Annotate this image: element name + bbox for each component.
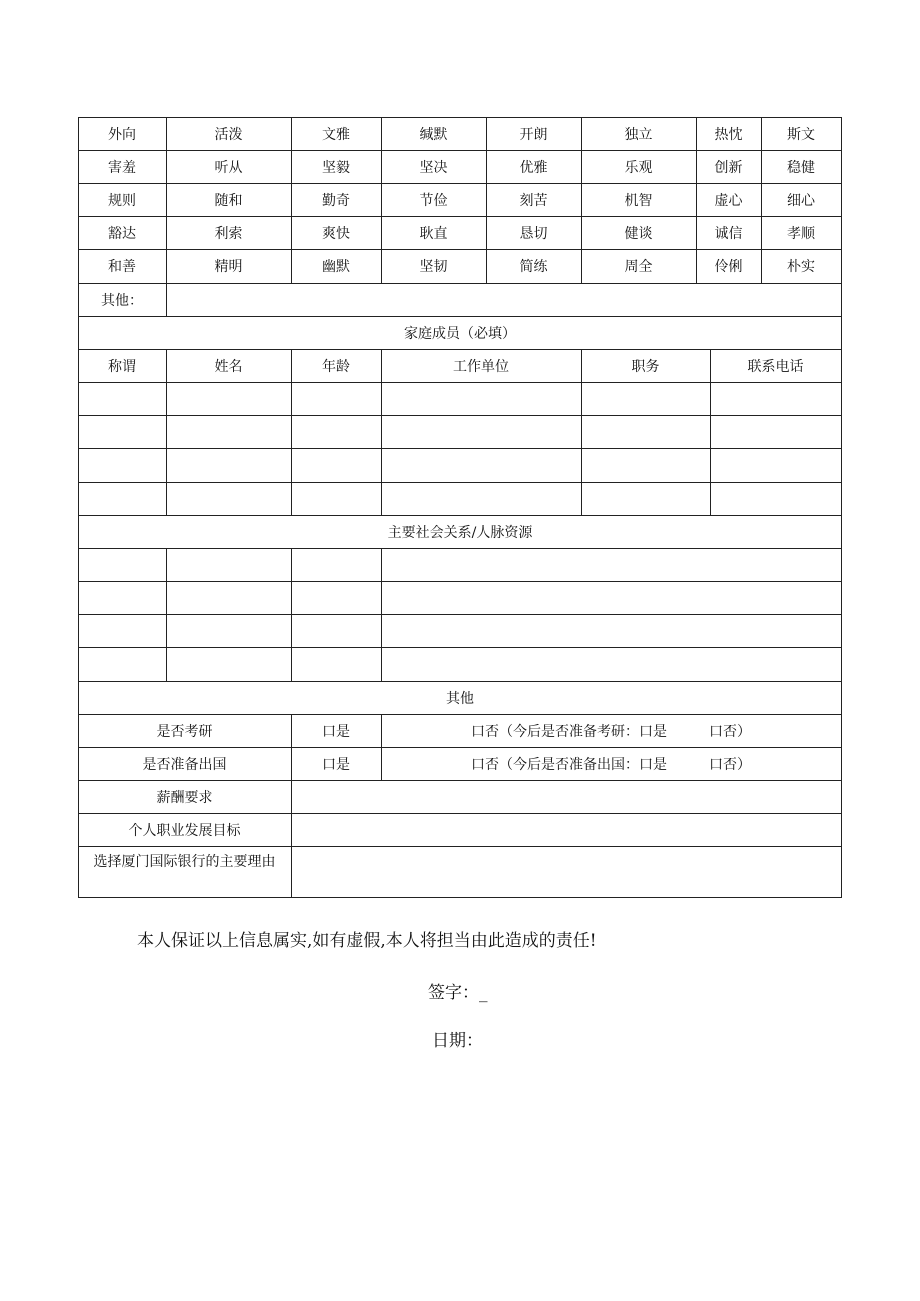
trait-cell: 耿直 [419,225,448,242]
column-header: 姓名 [214,358,243,375]
trait-cell: 利索 [214,225,243,242]
career-goal-input[interactable] [292,814,841,846]
career-goal-label: 个人职业发展目标 [128,822,241,839]
trait-cell: 害羞 [108,159,136,176]
reason-label: 选择厦门国际银行的主要理由 [93,854,276,870]
trait-cell: 稳健 [787,159,815,176]
trait-cell: 热忱 [714,126,743,143]
others-section-title: 其他 [446,690,474,707]
trait-cell: 和善 [108,259,136,275]
trait-cell: 精明 [214,259,243,275]
trait-cell: 开朗 [519,126,548,143]
signature-field[interactable]: 签字：_ [428,983,488,1003]
trait-cell: 健谈 [624,225,653,242]
trait-cell: 缄默 [419,126,448,143]
trait-cell: 优雅 [519,159,548,176]
trait-cell: 坚毅 [322,159,350,176]
trait-cell: 幽默 [322,259,350,275]
other-input[interactable] [167,284,841,316]
trait-cell: 豁达 [108,225,136,242]
chuguo-yes-option[interactable]: 口是 [322,756,350,773]
kaoyan-yes-option[interactable]: 口是 [322,723,350,740]
chuguo-label: 是否准备出国 [142,756,227,773]
column-header: 工作单位 [453,358,509,375]
family-entry-rows[interactable] [79,383,841,514]
chuguo-no-option[interactable]: 口否（今后是否准备出国：口是 口否） [471,756,751,773]
trait-cell: 随和 [214,192,243,209]
trait-cell: 外向 [108,126,136,143]
trait-cell: 爽快 [322,225,350,242]
kaoyan-no-option[interactable]: 口否（今后是否准备考研：口是 口否） [471,723,751,740]
trait-cell: 节俭 [419,192,448,209]
trait-cell: 周全 [624,259,653,275]
trait-cell: 创新 [714,159,743,176]
other-label: 其他： [101,292,143,309]
trait-cell: 孝顺 [787,225,815,242]
column-header: 联系电话 [747,358,804,375]
column-header: 职务 [631,358,660,375]
trait-cell: 斯文 [787,126,815,143]
trait-cell: 伶俐 [714,259,743,275]
trait-cell: 刻苦 [519,192,548,209]
trait-cell: 恳切 [519,225,548,242]
trait-cell: 虚心 [714,192,743,209]
family-section-title: 家庭成员（必填） [404,325,516,342]
column-header: 年龄 [322,358,350,375]
trait-cell: 听从 [214,159,243,176]
trait-cell: 勤奇 [322,192,350,209]
trait-cell: 机智 [624,192,653,209]
trait-cell: 坚韧 [419,259,448,275]
trait-cell: 诚信 [714,225,743,242]
reason-input[interactable] [292,847,841,897]
column-header: 称谓 [108,358,136,375]
trait-cell: 独立 [624,126,653,143]
trait-cell: 简练 [519,259,548,275]
trait-cell: 朴实 [787,259,815,275]
social-section-title: 主要社会关系/人脉资源 [387,524,533,541]
declaration-statement: 本人保证以上信息属实,如有虚假,本人将担当由此造成的责任! [137,931,597,951]
date-field[interactable]: 日期： [432,1031,483,1051]
salary-label: 薪酬要求 [156,789,213,806]
trait-cell: 规则 [108,192,136,209]
trait-cell: 细心 [787,192,815,209]
trait-cell: 坚决 [419,159,448,176]
trait-cell: 活泼 [214,126,243,143]
trait-cell: 文雅 [322,126,350,143]
kaoyan-label: 是否考研 [156,723,213,740]
salary-input[interactable] [292,781,841,813]
social-entry-rows[interactable] [79,549,841,680]
trait-cell: 乐观 [624,159,653,176]
